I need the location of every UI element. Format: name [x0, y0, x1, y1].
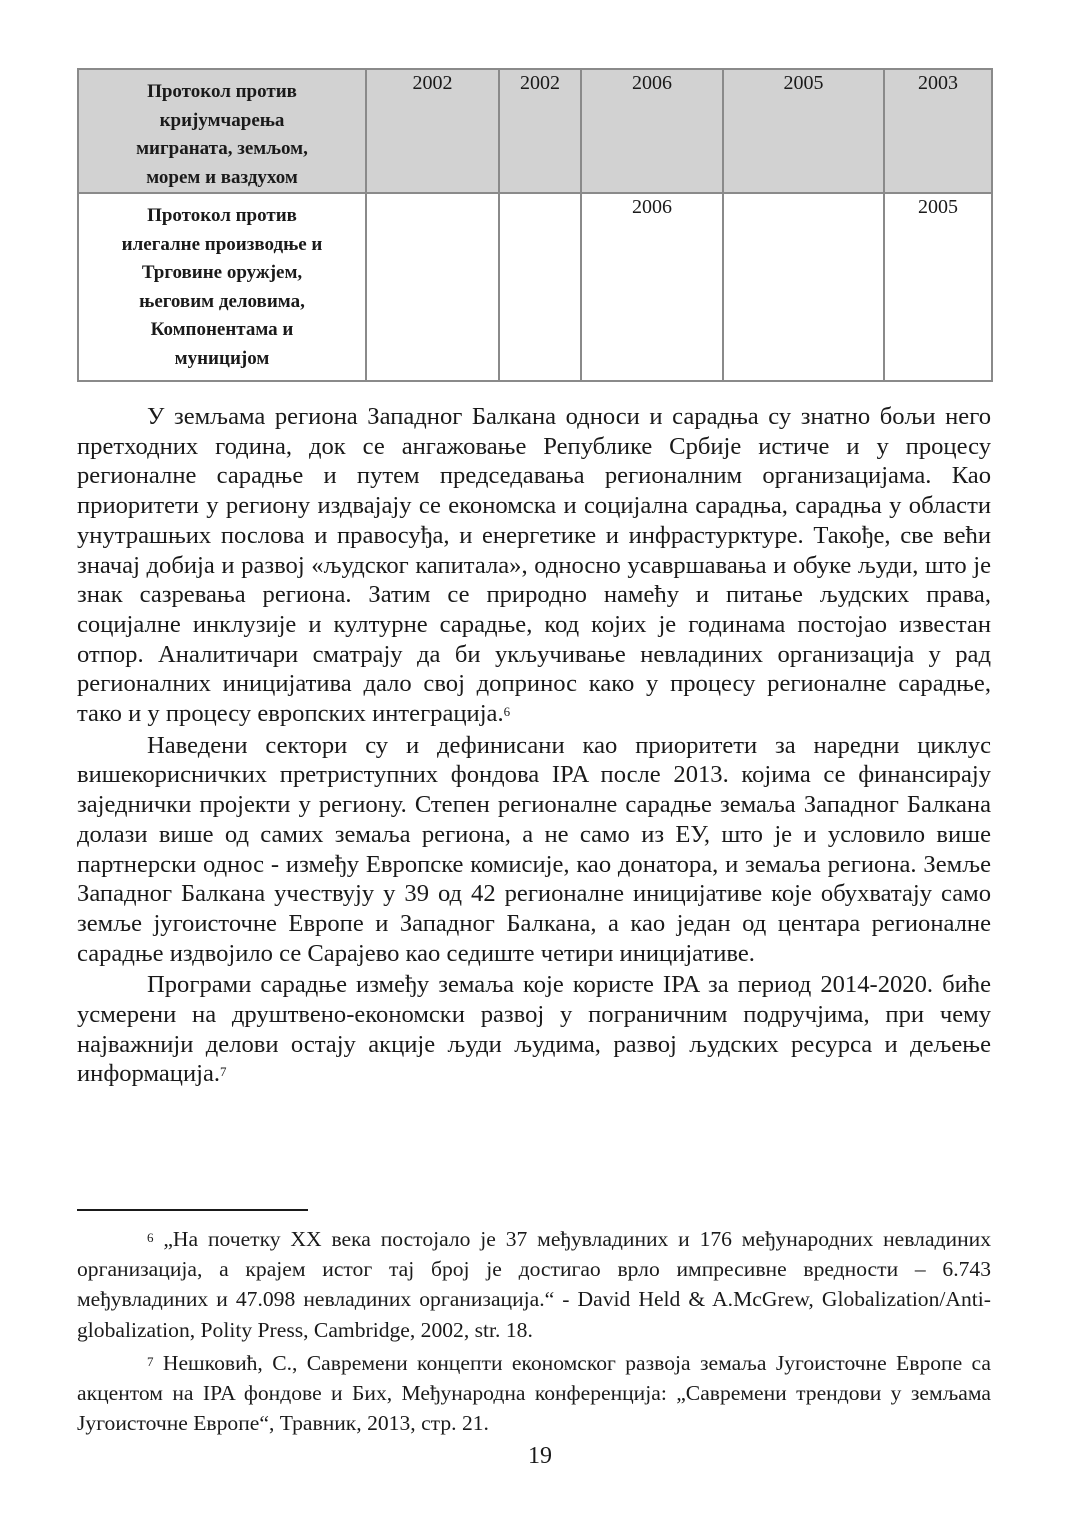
protocol-label-line: Протокол против: [147, 81, 297, 102]
paragraph-text: Програми сарадње између земаља које користе IPA за период 2014-2020. биће усмерени на друштвено-економски развој у пограничним подручјима, при чему најважнији делови остају акције људи људима, развој људских ресурса и дељење информација.: [77, 971, 991, 1088]
protocol-label-line: Протокол против: [147, 205, 297, 226]
year-cell: 2003: [884, 69, 992, 193]
footnote: [77, 1224, 991, 1345]
table-row: [78, 193, 992, 381]
year-cell: 2006: [581, 69, 723, 193]
body-text: [77, 402, 991, 1091]
footnote-text: Нешковић, С., Савремени концепти економског развоја земаља Југоисточне Европе са акцентом на IPA фондове и Бих, Међународна конференција: „Савремени трендови у земљама Југоисточне Европе“, Травник, 2013, стр. 21.: [77, 1350, 991, 1436]
protocol-label-line: кријумчарења: [159, 109, 285, 131]
paragraph: [77, 970, 991, 1089]
protocol-label-line: Компонентама и: [150, 319, 294, 340]
year-cell: [366, 193, 499, 381]
year-cell: 2002: [366, 69, 499, 193]
footnote-mark: 7: [147, 1353, 154, 1369]
year-cell: [499, 193, 581, 381]
year-cell: 2002: [499, 69, 581, 193]
footnote-mark: 6: [147, 1230, 154, 1245]
year-cell: 2006: [581, 193, 723, 381]
paragraph: [77, 731, 991, 969]
protocol-label-line: његовим деловима,: [139, 290, 305, 312]
footnote-reference: 6: [503, 704, 511, 720]
protocol-label-line: Трговине оружјем,: [141, 262, 303, 283]
footnotes: [77, 1224, 991, 1441]
year-cell: [723, 193, 884, 381]
protocol-label-cell: [78, 69, 366, 193]
paragraph-text: Наведени сектори су и дефинисани као приоритети за наредни циклус вишекорисничких претриступних фондова IPA после 2013. којима се финансирају заједнички пројекти у региону. Степен регионалне сарадње земаља Западног Балкана долази више од самих земаља региона, а не само из ЕУ, што је и условило више партнерски однос - између Европске комисије, као донатора, и земаља региона. Земље Западног Балкана учествују у 39 од 42 регионалне иницијативе које обухватају само земље југоисточне Европе и Западног Балкана, а као један од центара регионалне сарадње издвојило се Сарајево као седиште четири иницијативе.: [77, 731, 991, 967]
footnote-text: „На почетку XX века постојало је 37 међувладиних и 176 међународних невладиних организација, а крајем истог тај број је достигао врло импресивне вредности – 6.743 међувладиних и 47.098 невладиних организација.“ - David Held & A.McGrew, Globalization/Anti-globalization, Polity Press, Cambridge, 2002, str. 18.: [77, 1227, 991, 1342]
protocols-table: [77, 68, 993, 382]
protocol-label-cell: [78, 193, 366, 381]
protocol-label-line: миграната, земљом,: [136, 138, 308, 159]
page-number: 19: [528, 1443, 552, 1469]
protocol-label-line: илегалне производње и: [121, 233, 323, 255]
paragraph-text: У земљама региона Западног Балкана односи и сарадња су знатно бољи него претходних година, док се ангажовање Републике Србије истиче и у процесу регионалне сарадње и путем председавања регионалним организацијама. Као приоритети у региону издвајају се економска и социјална сарадња, сарадња у области унутрашњих послова и правосуђа, и енергетике и инфрастурктуре. Такође, све већи значај добија и развој «људског капитала», односно усавршавања и обуке људи, што је знак сазревања региона. Затим се природно намећу и питање људских права, социјалне инклузије и културне сарадње, код којих је годинама постојао известан отпор. Аналитичари сматрају да би укључивање невладиних организација у рад регионалних иницијатива дало свој допринос како у процесу регионалне сарадње, тако и у процесу европских интеграција.: [77, 403, 991, 728]
protocol-label-line: муницијом: [174, 347, 270, 369]
paragraph: [77, 402, 991, 729]
year-cell: 2005: [723, 69, 884, 193]
footnote: [77, 1348, 991, 1439]
footnote-divider: [77, 1209, 308, 1211]
footnote-reference: 7: [220, 1064, 227, 1080]
table-row: [78, 69, 992, 193]
protocol-label-line: морем и ваздухом: [146, 166, 298, 188]
year-cell: 2005: [884, 193, 992, 381]
